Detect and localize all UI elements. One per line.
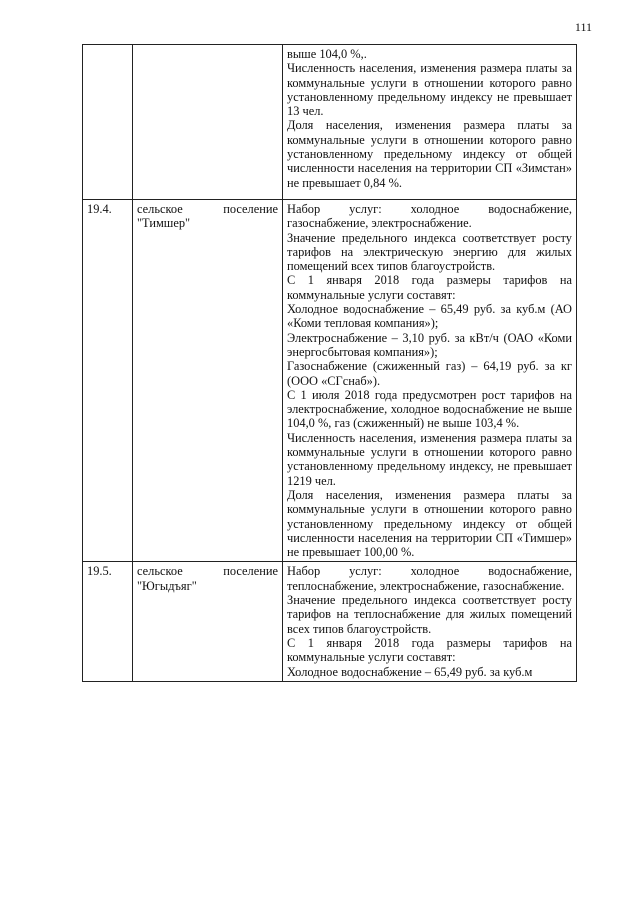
description-paragraph: Газоснабжение (сжиженный газ) – 64,19 руб. за кг (ООО «СГснаб»). xyxy=(287,359,572,388)
tariff-description xyxy=(283,562,577,681)
description-paragraph: Доля населения, изменения размера платы за коммунальные услуги в отношении которого равно установленному предельному индексу от общей численности населения на территории СП «Тимшер» не превышает 100,00 %. xyxy=(287,487,572,560)
description-paragraph: Численность населения, изменения размера платы за коммунальные услуги в отношении которого равно установленному предельному индексу не превышает 13 чел. xyxy=(287,61,572,119)
description-paragraph: выше 104,0 %,. xyxy=(287,47,367,61)
table-row xyxy=(83,200,577,562)
row-number: 19.4. xyxy=(83,200,133,562)
tariff-table-body xyxy=(83,45,577,682)
description-paragraph: Электроснабжение – 3,10 руб. за кВт/ч (ОАО «Коми энергосбытовая компания»); xyxy=(287,330,572,359)
settlement-name xyxy=(133,200,283,562)
description-paragraph: Набор услуг: холодное водоснабжение, газоснабжение, электроснабжение. xyxy=(287,202,572,231)
tariff-table xyxy=(82,44,577,682)
settlement-type: сельское поселение xyxy=(137,202,278,216)
description-paragraph: С 1 января 2018 года размеры тарифов на коммунальные услуги составят: xyxy=(287,635,572,665)
tariff-description xyxy=(283,200,577,562)
description-paragraph: Значение предельного индекса соответствует росту тарифов на электрическую энергию для жилых помещений всех типов благоустройств. xyxy=(287,230,572,274)
table-row xyxy=(83,562,577,681)
description-paragraph: С 1 января 2018 года размеры тарифов на коммунальные услуги составят: xyxy=(287,273,572,302)
row-number: 19.5. xyxy=(83,562,133,681)
tariff-description xyxy=(283,45,577,200)
settlement-title: "Югыдъяг" xyxy=(137,578,197,593)
description-paragraph: Набор услуг: холодное водоснабжение, теплоснабжение, электроснабжение, газоснабжение. xyxy=(287,564,572,593)
description-paragraph: Холодное водоснабжение – 65,49 руб. за куб.м (АО «Коми тепловая компания»); xyxy=(287,302,572,331)
settlement-name xyxy=(133,45,283,200)
table-row xyxy=(83,45,577,200)
page-number: 111 xyxy=(574,20,592,34)
settlement-title: "Тимшер" xyxy=(137,216,191,231)
description-paragraph: Численность населения, изменения размера платы за коммунальные услуги в отношении которого равно установленному предельному индексу, не превышает 1219 чел. xyxy=(287,430,572,488)
settlement-type: сельское поселение xyxy=(137,564,278,579)
description-paragraph: С 1 июля 2018 года предусмотрен рост тарифов на электроснабжение, холодное водоснабжение не выше 104,0 %, газ (сжиженный) не выше 103,4 %. xyxy=(287,387,572,431)
row-number xyxy=(83,45,133,200)
description-paragraph: Доля населения, изменения размера платы за коммунальные услуги в отношении которого равно установленному предельному индексу от общей численности населения на территории СП «Зимстан» не превышает 0,84 %. xyxy=(287,118,572,190)
description-paragraph: Значение предельного индекса соответствует росту тарифов на теплоснабжение для жилых помещений всех типов благоустройств. xyxy=(287,593,572,636)
settlement-name xyxy=(133,562,283,681)
description-paragraph: Холодное водоснабжение – 65,49 руб. за куб.м xyxy=(287,664,533,679)
